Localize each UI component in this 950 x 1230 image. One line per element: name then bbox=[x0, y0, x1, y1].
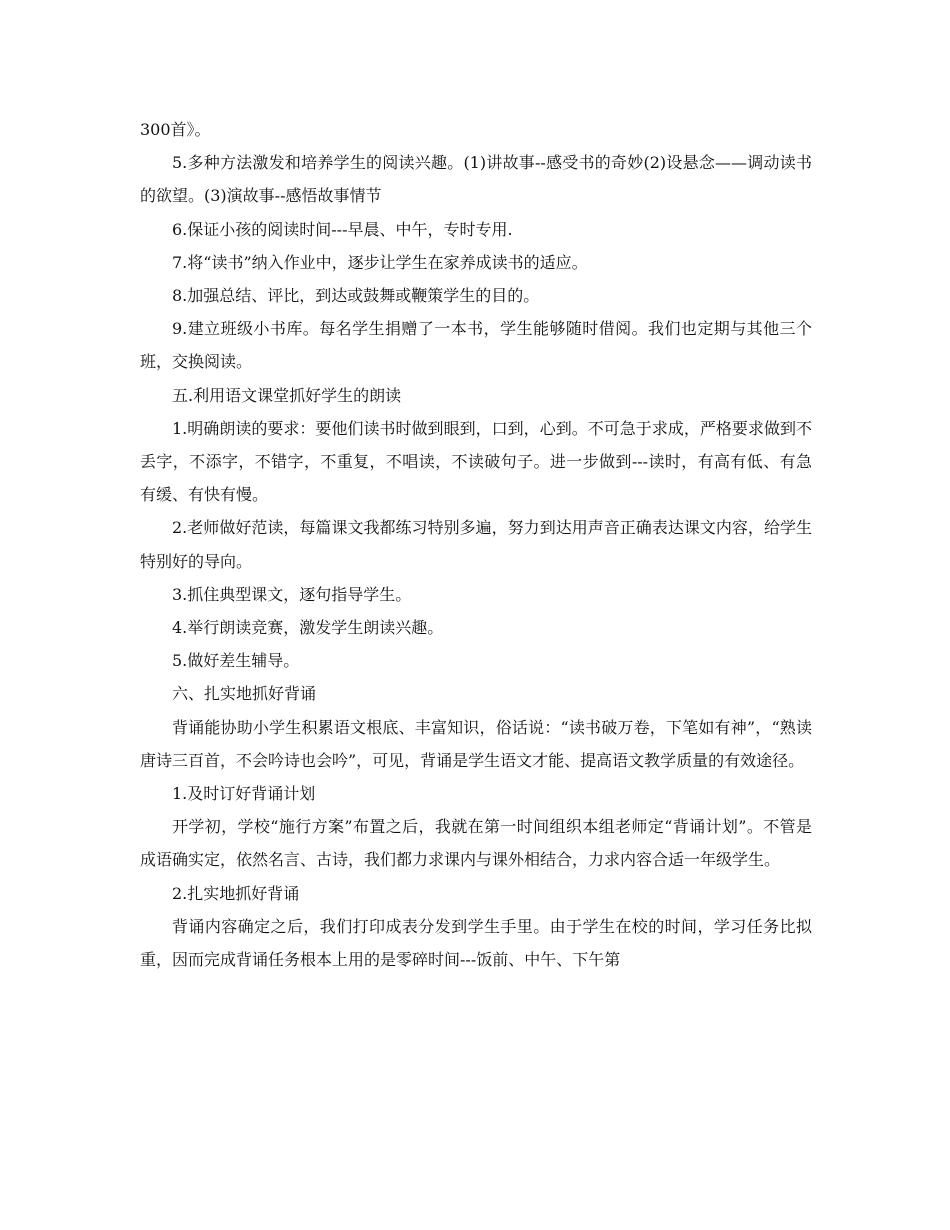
paragraph: 开学初，学校“施行方案”布置之后，我就在第一时间组织本组老师定“背诵计划”。不管是成语确实定，依然名言、古诗，我们都力求课内与课外相结合，力求内容合适一年级学生。 bbox=[140, 817, 812, 870]
paragraph: 六、扎实地抓好背诵 bbox=[172, 684, 317, 704]
paragraph: 五.利用语文课堂抓好学生的朗读 bbox=[172, 385, 402, 405]
paragraph: 300首》。 bbox=[140, 120, 211, 139]
paragraph: 1.明确朗读的要求：要他们读书时做到眼到，口到，心到。不可急于求成，严格要求做到不丢字，不添字，不错字，不重复，不唱读，不读破句子。进一步做到---读时，有高有低、有急有缓、有快有慢。 bbox=[140, 418, 812, 505]
paragraph: 背诵内容确定之后，我们打印成表分发到学生手里。由于学生在校的时间，学习任务比拟重，因而完成背诵任务根本上用的是零碎时间---饭前、中午、下午第 bbox=[140, 916, 812, 970]
document-body bbox=[140, 113, 812, 976]
paragraph: 背诵能协助小学生积累语文根底、丰富知识，俗话说：“读书破万卷，下笔如有神”，“熟读唐诗三百首，不会吟诗也会吟”，可见，背诵是学生语文才能、提高语文教学质量的有效途径。 bbox=[140, 717, 812, 770]
paragraph: 1.及时订好背诵计划 bbox=[172, 784, 316, 804]
paragraph: 7.将“读书”纳入作业中，逐步让学生在家养成读书的适应。 bbox=[172, 252, 588, 272]
paragraph: 2.扎实地抓好背诵 bbox=[172, 883, 300, 903]
paragraph: 6.保证小孩的阅读时间---早晨、中午，专时专用. bbox=[172, 219, 513, 239]
paragraph: 3.抓住典型课文，逐句指导学生。 bbox=[172, 584, 412, 604]
paragraph: 9.建立班级小书库。每名学生捐赠了一本书，学生能够随时借阅。我们也定期与其他三个班，交换阅读。 bbox=[140, 319, 812, 372]
paragraph: 5.做好差生辅导。 bbox=[172, 651, 300, 671]
paragraph: 5.多种方法激发和培养学生的阅读兴趣。(1)讲故事--感受书的奇妙(2)设悬念——调动读书的欲望。(3)演故事--感悟故事情节 bbox=[140, 153, 812, 206]
paragraph: 2.老师做好范读，每篇课文我都练习特别多遍，努力到达用声音正确表达课文内容，给学生特别好的导向。 bbox=[140, 518, 812, 571]
paragraph: 8.加强总结、评比，到达或鼓舞或鞭策学生的目的。 bbox=[172, 286, 540, 306]
paragraph: 4.举行朗读竞赛，激发学生朗读兴趣。 bbox=[172, 618, 444, 638]
